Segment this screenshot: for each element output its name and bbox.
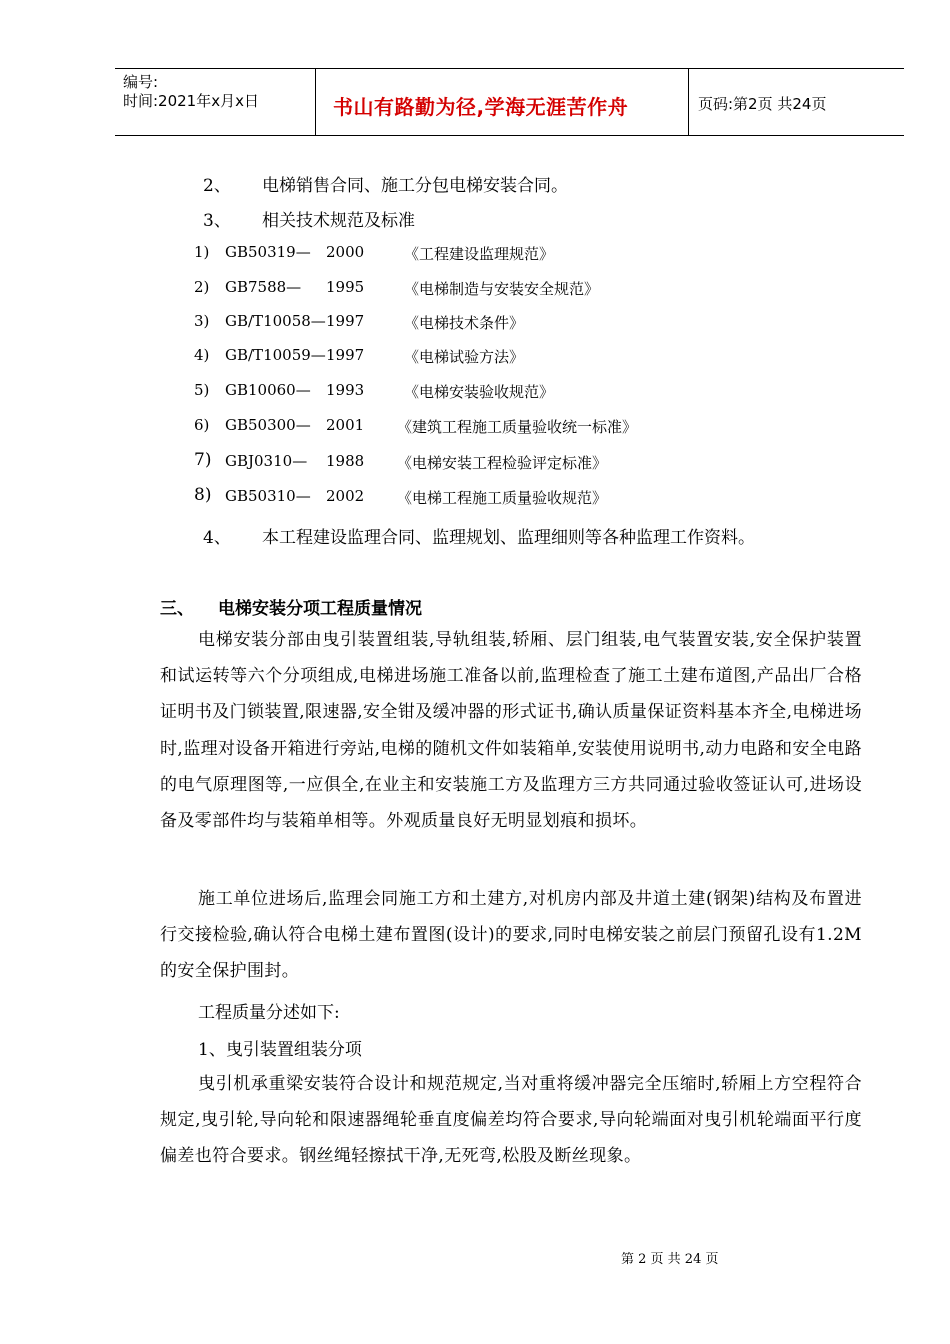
basis-item-2-number: 2、 (203, 176, 231, 196)
standard-year: 1995 (326, 278, 365, 296)
section-paragraph-1: 电梯安装分部由曳引装置组装,导轨组装,轿厢、层门组装,电气装置安装,安全保护装置和试运转等六个分项组成,电梯进场施工准备以前,监理检查了施工土建布道图,产品出厂合格证明书及门锁装置,限速器,安全钳及缓冲器的形式证书,确认质量保证资料基本齐全,电梯进场时,监理对设备开箱进行旁站,电梯的随机文件如装箱单,安装使用说明书,动力电路和安全电路的电气原理图等,一应俱全,在业主和安装施工方及监理方三方共同通过验收签证认可,进场设备及零部件均与装箱单相等。外观质量良好无明显划痕和损坏。 (160, 630, 862, 832)
standard-title: 《电梯制造与安装安全规范》 (404, 280, 600, 298)
standard-index: 6) (194, 416, 210, 434)
standard-code: GBJ0310— (225, 452, 308, 470)
standard-code: GB/T10059— (225, 346, 326, 364)
subsection-paragraph: 曳引机承重梁安装符合设计和规范规定,当对重将缓冲器完全压缩时,轿厢上方空程符合规定,曳引轮,导向轮和限速器绳轮垂直度偏差均符合要求,导向轮端面对曳引机轮端面平行度偏差也符合要求。钢丝绳轻擦拭干净,无死弯,松股及断丝现象。 (160, 1074, 862, 1167)
standard-year: 1993 (326, 381, 365, 399)
standard-title: 《电梯工程施工质量验收规范》 (397, 489, 608, 507)
standard-index: 5) (194, 381, 210, 399)
standard-year: 1997 (326, 312, 365, 330)
standard-index: 8) (194, 485, 212, 505)
standard-index: 2) (194, 278, 210, 296)
header-top-border (115, 68, 904, 69)
section-paragraph-2: 施工单位进场后,监理会同施工方和土建方,对机房内部及井道土建(钢架)结构及布置进行交接检验,确认符合电梯土建布置图(设计)的要求,同时电梯安装之前层门预留孔设有1.2M的安全保护围封。 (160, 889, 862, 982)
standard-year: 2002 (326, 487, 365, 505)
page-number-label: 页码:第2页 共24页 (698, 95, 827, 113)
header-bottom-border (115, 135, 904, 136)
standard-index: 4) (194, 346, 210, 364)
standard-code: GB50300— (225, 416, 311, 434)
standard-code: GB10060— (225, 381, 311, 399)
standard-code: GB7588— (225, 278, 302, 296)
standard-index: 3) (194, 312, 210, 330)
standard-title: 《电梯安装验收规范》 (404, 383, 555, 401)
standard-title: 《电梯安装工程检验评定标准》 (397, 454, 608, 472)
header-motto: 书山有路勤为径,学海无涯苦作舟 (333, 95, 629, 119)
document-number-label: 编号: (123, 73, 159, 91)
standard-year: 1997 (326, 346, 365, 364)
basis-item-3-text: 相关技术规范及标准 (262, 211, 415, 231)
header-divider-right (688, 68, 689, 136)
basis-item-2-text: 电梯销售合同、施工分包电梯安装合同。 (262, 176, 568, 196)
standard-code: GB/T10058— (225, 312, 326, 330)
standard-year: 1988 (326, 452, 365, 470)
quality-intro: 工程质量分述如下: (198, 1003, 340, 1023)
subsection-title: 1、曳引装置组装分项 (198, 1040, 362, 1060)
standard-code: GB50310— (225, 487, 311, 505)
page-footer: 第 2 页 共 24 页 (621, 1252, 719, 1267)
standard-code: GB50319— (225, 243, 311, 261)
section-title: 电梯安装分项工程质量情况 (218, 599, 422, 619)
basis-item-4-text: 本工程建设监理合同、监理规划、监理细则等各种监理工作资料。 (262, 528, 755, 548)
basis-item-3-number: 3、 (203, 211, 231, 231)
standard-title: 《建筑工程施工质量验收统一标准》 (397, 418, 638, 436)
section-number: 三、 (160, 599, 194, 619)
document-time-label: 时间:2021年x月x日 (123, 92, 259, 110)
standard-year: 2000 (326, 243, 365, 261)
standard-title: 《工程建设监理规范》 (404, 245, 555, 263)
basis-item-4-number: 4、 (203, 528, 231, 548)
standard-title: 《电梯试验方法》 (404, 348, 525, 366)
standard-year: 2001 (326, 416, 365, 434)
standard-index: 7) (194, 450, 212, 470)
standard-index: 1) (194, 243, 210, 261)
standard-title: 《电梯技术条件》 (404, 314, 525, 332)
header-divider-left (315, 68, 316, 136)
